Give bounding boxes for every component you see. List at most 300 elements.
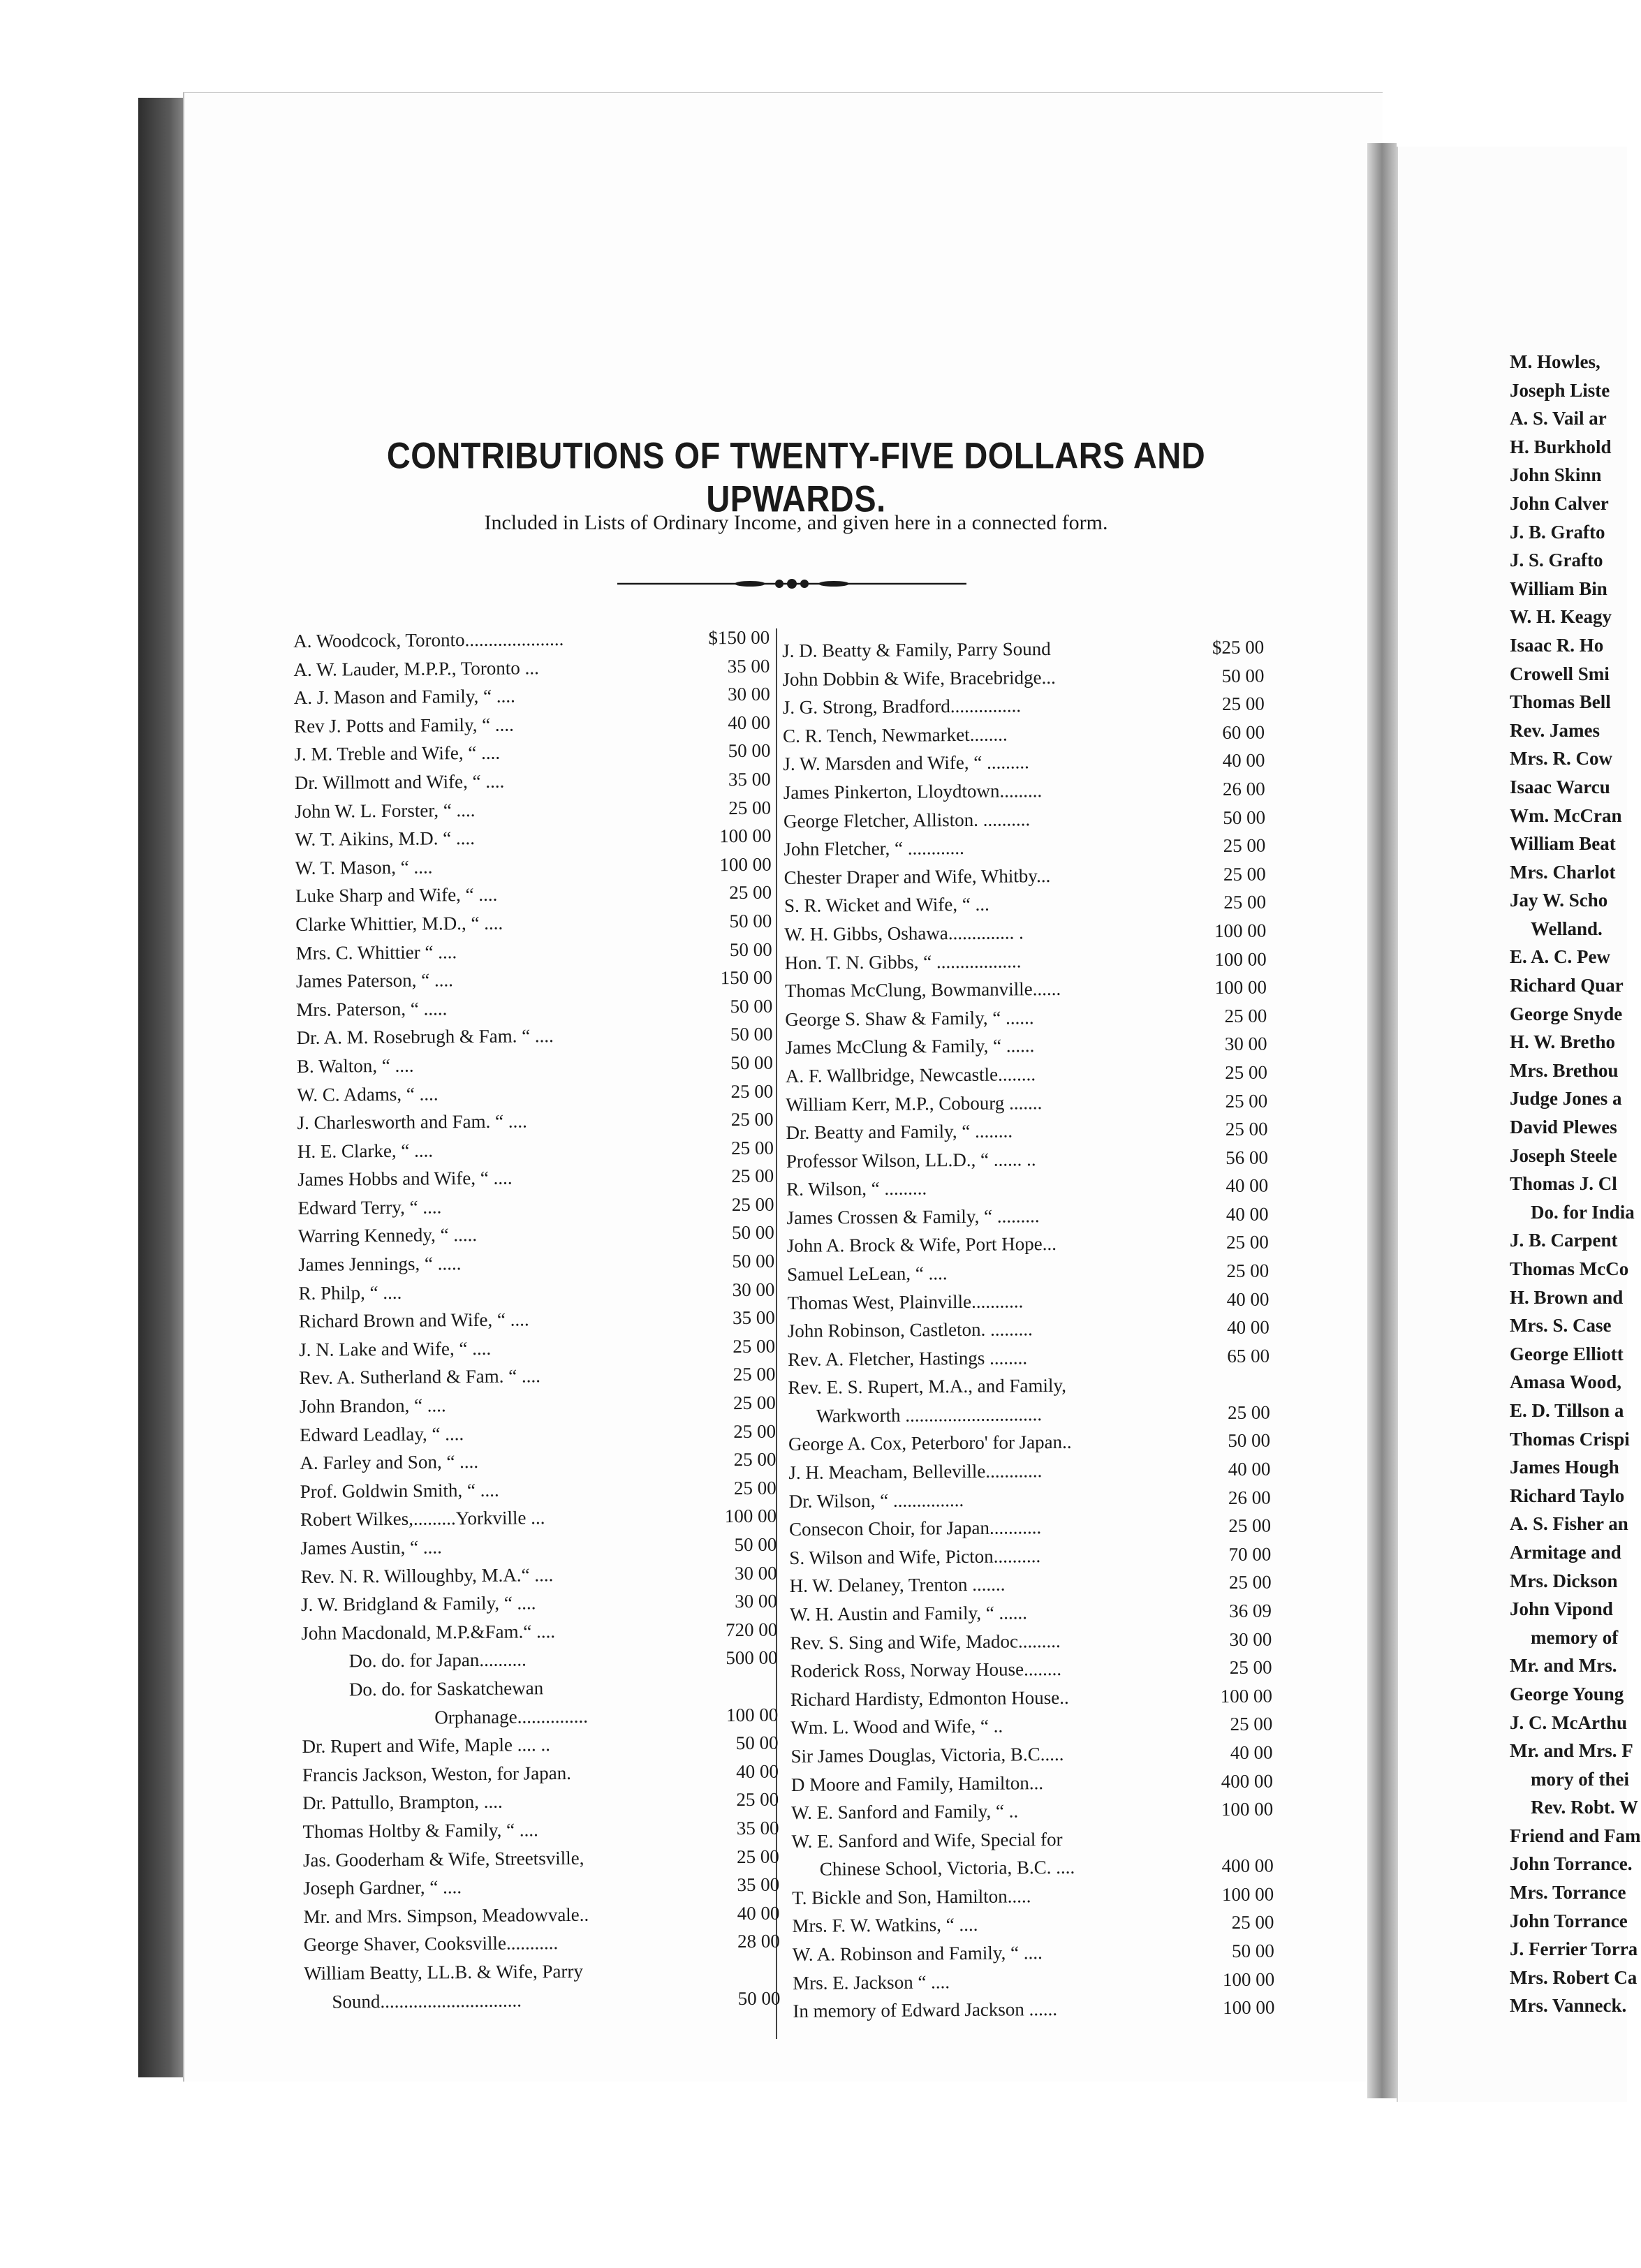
facing-page-entry: J. S. Grafto xyxy=(1510,550,1603,571)
contribution-entry xyxy=(790,1625,1272,1657)
contribution-amount: 25 00 xyxy=(731,1193,774,1215)
contribution-entry xyxy=(790,1681,1272,1714)
contribution-entry xyxy=(788,1427,1270,1459)
contributor-name: Dr. A. M. Rosebrugh & Fam. “ .... xyxy=(296,1025,554,1049)
contribution-entry xyxy=(299,1304,775,1336)
contribution-amount: 35 00 xyxy=(728,768,771,790)
facing-page-entry: W. H. Keagy xyxy=(1510,606,1612,628)
contribution-entry xyxy=(294,708,770,740)
facing-page-entry: A. S. Vail ar xyxy=(1510,408,1607,429)
contributor-name: W. A. Robinson and Family, “ .... xyxy=(792,1942,1043,1965)
contributor-name: T. Bickle and Son, Hamilton..... xyxy=(792,1885,1031,1908)
facing-page-entry: Mrs. Brethou xyxy=(1510,1059,1619,1081)
contribution-amount: 25 00 xyxy=(733,1420,777,1442)
contribution-entry xyxy=(297,1162,774,1194)
contributor-name: S. R. Wicket and Wife, “ ... xyxy=(783,894,989,917)
contribution-entry xyxy=(295,793,771,825)
contributor-name: Dr. Rupert and Wife, Maple .... .. xyxy=(302,1734,551,1758)
contribution-amount: 100 00 xyxy=(726,1704,779,1725)
contribution-entry xyxy=(791,1795,1273,1827)
contribution-entry xyxy=(785,1030,1267,1062)
contributor-name: Mrs. F. W. Watkins, “ .... xyxy=(792,1914,978,1937)
contribution-entry xyxy=(295,822,771,854)
contributor-name: A. Woodcock, Toronto..................... xyxy=(293,628,564,651)
contributor-name: Wm. L. Wood and Wife, “ .. xyxy=(790,1715,1003,1739)
contribution-amount: 56 00 xyxy=(1226,1147,1268,1168)
facing-page-entry: Mrs. S. Case xyxy=(1510,1315,1612,1336)
contributor-name: A. Farley and Son, “ .... xyxy=(300,1451,479,1474)
contribution-amount: $150 00 xyxy=(708,626,770,649)
facing-page-entry: James Hough xyxy=(1510,1457,1619,1478)
contribution-amount: 100 00 xyxy=(719,853,772,875)
contribution-entry xyxy=(788,1313,1270,1346)
contributor-name: John Fletcher, “ ............ xyxy=(783,837,964,860)
contribution-entry xyxy=(793,1936,1274,1968)
facing-page-entry: Mrs. Charlot xyxy=(1510,861,1616,883)
contribution-entry xyxy=(297,1133,774,1165)
facing-page-entry: A. S. Fisher an xyxy=(1510,1513,1628,1535)
contributor-name: J. Charlesworth and Fam. “ .... xyxy=(297,1110,527,1134)
facing-page-entry: John Vipond xyxy=(1510,1598,1613,1620)
contribution-entry xyxy=(789,1512,1271,1544)
contribution-entry xyxy=(301,1559,777,1591)
facing-page-list xyxy=(1510,348,1641,2020)
facing-page-entry: J. B. Carpent xyxy=(1510,1230,1618,1251)
contribution-amount: 25 00 xyxy=(1224,1005,1267,1026)
contributor-name: W. E. Sanford and Wife, Special for xyxy=(791,1828,1063,1852)
contribution-amount: 25 00 xyxy=(733,1364,776,1385)
contribution-entry xyxy=(295,878,772,911)
contribution-amount: 25 00 xyxy=(731,1165,774,1187)
facing-page-entry: Welland. xyxy=(1531,918,1603,939)
facing-page-entry: Wm. McCran xyxy=(1510,804,1622,826)
contribution-entry xyxy=(785,945,1267,977)
contributor-name: Sir James Douglas, Victoria, B.C..... xyxy=(790,1743,1064,1767)
facing-page-entry: mory of thei xyxy=(1531,1768,1629,1790)
contribution-entry xyxy=(302,1814,779,1846)
contribution-amount: 40 00 xyxy=(1226,1288,1270,1310)
contribution-entry xyxy=(296,1020,772,1052)
contribution-entry xyxy=(785,1001,1267,1033)
contribution-entry xyxy=(303,1871,779,1903)
contribution-entry xyxy=(293,624,770,656)
contribution-amount: 25 00 xyxy=(730,1108,774,1131)
contribution-entry xyxy=(300,1389,776,1421)
contribution-amount: 25 00 xyxy=(1221,693,1265,715)
contributor-name: John A. Brock & Wife, Port Hope... xyxy=(786,1233,1057,1257)
contributor-name: James Crossen & Family, “ ......... xyxy=(786,1205,1040,1228)
facing-page-entry: Mr. and Mrs. xyxy=(1510,1655,1617,1677)
contribution-entry xyxy=(297,1077,773,1109)
contributor-name: James Jennings, “ ..... xyxy=(298,1253,462,1276)
contributor-name: A. F. Wallbridge, Newcastle........ xyxy=(785,1063,1036,1087)
contributor-name: Chester Draper and Wife, Whitby... xyxy=(783,864,1051,888)
contribution-entry xyxy=(782,633,1264,665)
contribution-entry xyxy=(294,680,770,712)
facing-page-entry: J. B. Grafto xyxy=(1510,521,1605,543)
contributor-name: John Macdonald, M.P.&Fam.“ .... xyxy=(301,1620,556,1644)
contribution-amount: 35 00 xyxy=(736,1817,779,1839)
contribution-entry xyxy=(790,1739,1272,1771)
contribution-entry xyxy=(298,1218,774,1251)
contribution-entry xyxy=(792,1880,1274,1912)
facing-page-entry: H. Burkhold xyxy=(1510,436,1612,457)
contribution-amount: 40 00 xyxy=(1226,1174,1269,1197)
contribution-amount: 100 00 xyxy=(1221,1798,1274,1820)
contribution-entry xyxy=(304,1927,780,1959)
contributor-name: William Beatty, LL.B. & Wife, Parry xyxy=(304,1960,583,1984)
contribution-amount: 30 00 xyxy=(735,1590,778,1612)
contributor-name: B. Walton, “ .... xyxy=(296,1054,414,1077)
contribution-entry xyxy=(784,888,1266,920)
contribution-entry xyxy=(783,775,1265,807)
contributor-name: Rev. A. Fletcher, Hastings ........ xyxy=(788,1347,1028,1370)
contribution-entry xyxy=(296,964,772,996)
facing-page-entry: David Plewes xyxy=(1510,1117,1617,1138)
contributor-name: James Paterson, “ .... xyxy=(295,969,454,992)
contributor-name-continued: Chinese School, Victoria, B.C. .... xyxy=(819,1857,1075,1880)
contribution-entry xyxy=(302,1700,778,1732)
facing-page-entry: William Beat xyxy=(1510,833,1616,855)
contribution-entry xyxy=(792,1908,1274,1941)
contributor-name: Rev. N. R. Willoughby, M.A.“ .... xyxy=(300,1563,554,1587)
contribution-entry xyxy=(302,1757,779,1789)
contribution-amount: 100 00 xyxy=(724,1505,777,1527)
contribution-amount: 50 00 xyxy=(732,1250,775,1272)
contribution-entry xyxy=(786,1172,1268,1204)
contribution-entry xyxy=(293,651,770,684)
contribution-amount: 50 00 xyxy=(729,910,772,932)
contribution-amount: 500 00 xyxy=(726,1647,778,1669)
contributor-name: W. E. Sanford and Family, “ .. xyxy=(791,1800,1019,1824)
facing-page-entry: William Bin xyxy=(1510,577,1607,599)
contributor-name: Rev. E. S. Rupert, M.A., and Family, xyxy=(788,1375,1067,1399)
facing-page-entry: Richard Quar xyxy=(1510,975,1624,996)
contribution-entry xyxy=(790,1568,1272,1600)
contribution-amount: 50 00 xyxy=(731,1222,774,1244)
contribution-amount: 150 00 xyxy=(720,966,773,989)
contribution-entry xyxy=(786,1115,1267,1147)
contribution-amount: 30 00 xyxy=(1224,1033,1267,1055)
facing-page-entry: George Elliott xyxy=(1510,1343,1624,1364)
contribution-amount: 100 00 xyxy=(1222,1968,1275,1990)
facing-page-entry: George Snyde xyxy=(1510,1003,1623,1024)
contribution-entry xyxy=(300,1473,777,1505)
contribution-amount: 35 00 xyxy=(732,1306,775,1329)
facing-page-entry: Isaac Warcu xyxy=(1510,776,1610,797)
facing-page-entry: Mrs. Dickson xyxy=(1510,1570,1618,1591)
contribution-amount: $25 00 xyxy=(1212,636,1265,658)
facing-page-entry: E. D. Tillson a xyxy=(1510,1399,1624,1421)
contribution-entry xyxy=(298,1247,774,1279)
contribution-entry xyxy=(786,1087,1267,1119)
contribution-amount: 25 00 xyxy=(1223,863,1266,885)
facing-page-entry: E. A. C. Pew xyxy=(1510,946,1610,968)
contributor-name: Thomas Holtby & Family, “ .... xyxy=(302,1819,538,1842)
contributor-name: Rev J. Potts and Family, “ .... xyxy=(293,714,514,737)
contribution-amount: 50 00 xyxy=(730,995,773,1017)
contributor-name: John W. L. Forster, “ .... xyxy=(294,799,476,822)
contributor-name: J. M. Treble and Wife, “ .... xyxy=(294,742,501,765)
contribution-amount: 50 00 xyxy=(735,1732,779,1754)
facing-page-entry: Amasa Wood, xyxy=(1510,1371,1622,1393)
contributor-name: Edward Leadlay, “ .... xyxy=(299,1422,464,1445)
contributor-name: James Austin, “ .... xyxy=(300,1536,442,1559)
contribution-amount: 100 00 xyxy=(719,825,772,847)
contribution-amount: 50 00 xyxy=(730,1052,774,1074)
contributor-name: W. C. Adams, “ .... xyxy=(297,1082,439,1105)
contributor-name: Richard Hardisty, Edmonton House.. xyxy=(790,1686,1069,1710)
facing-page-entry: J. Ferrier Torra xyxy=(1510,1938,1638,1960)
contributor-name: W. T. Aikins, M.D. “ .... xyxy=(295,827,476,850)
contributor-name: Dr. Wilson, “ ............... xyxy=(788,1489,964,1512)
contribution-entry xyxy=(296,992,772,1024)
contributor-name: W. H. Gibbs, Oshawa.............. . xyxy=(784,922,1024,945)
contribution-amount: 28 00 xyxy=(737,1930,780,1952)
contribution-amount: 25 00 xyxy=(733,1335,776,1357)
contribution-amount: 25 00 xyxy=(736,1788,779,1811)
contribution-amount: 40 00 xyxy=(736,1760,779,1782)
contribution-amount: 50 00 xyxy=(728,740,771,762)
contribution-amount: 25 00 xyxy=(728,797,772,818)
contribution-entry xyxy=(791,1823,1274,1883)
contribution-entry xyxy=(784,860,1266,892)
facing-page-entry: Thomas Bell xyxy=(1510,691,1611,713)
contributor-name: Do. do. for Japan.......... xyxy=(348,1649,527,1672)
contribution-amount: 25 00 xyxy=(729,881,772,904)
contribution-amount: 100 00 xyxy=(1214,948,1267,970)
contribution-amount: 30 00 xyxy=(734,1562,777,1584)
contribution-entry xyxy=(300,1502,777,1534)
contribution-amount: 40 00 xyxy=(1228,1458,1271,1480)
contribution-amount: 50 00 xyxy=(1223,807,1266,828)
contribution-amount: 25 00 xyxy=(730,1080,774,1102)
contribution-entry xyxy=(791,1767,1273,1799)
contribution-amount: 50 00 xyxy=(730,1023,773,1045)
facing-page-entry: Thomas J. Cl xyxy=(1510,1173,1617,1195)
contributor-name: A. J. Mason and Family, “ .... xyxy=(293,685,515,709)
contribution-amount: 720 00 xyxy=(725,1619,778,1640)
facing-page-entry: Mrs. R. Cow xyxy=(1510,748,1612,770)
contributor-name: H. W. Delaney, Trenton ....... xyxy=(789,1573,1006,1597)
contribution-amount: 40 00 xyxy=(1222,749,1265,772)
ornament-divider xyxy=(617,575,966,592)
contributor-name: John Dobbin & Wife, Bracebridge... xyxy=(782,666,1056,690)
contribution-amount: 50 00 xyxy=(1228,1429,1271,1452)
contribution-entry xyxy=(300,1531,777,1563)
contributor-name-continued: Sound.............................. xyxy=(332,1989,522,2012)
contributor-name: J. D. Beatty & Family, Parry Sound xyxy=(782,638,1051,661)
contribution-amount: 50 00 xyxy=(734,1533,777,1556)
contributor-name: George Shaver, Cooksville........... xyxy=(303,1932,559,1956)
contribution-entry xyxy=(790,1654,1272,1686)
contribution-entry xyxy=(300,1417,776,1449)
contributor-name: J. H. Meacham, Belleville............ xyxy=(788,1460,1043,1483)
contributor-name: James McClung & Family, “ ...... xyxy=(785,1035,1035,1059)
contributor-name: Dr. Willmott and Wife, “ .... xyxy=(294,770,505,793)
contribution-entry xyxy=(787,1285,1269,1317)
contribution-entry xyxy=(793,1994,1274,2026)
contribution-entry xyxy=(300,1445,776,1478)
contribution-entry xyxy=(294,737,770,769)
contribution-entry xyxy=(783,690,1265,722)
contribution-entry xyxy=(301,1587,777,1619)
right-contributions-column xyxy=(782,633,1275,2026)
contributor-name: D Moore and Family, Hamilton... xyxy=(790,1772,1044,1795)
facing-page-entry: Richard Taylo xyxy=(1510,1485,1625,1506)
contribution-entry xyxy=(783,718,1265,750)
facing-page-entry: H. W. Bretho xyxy=(1510,1031,1616,1053)
contribution-amount: 100 00 xyxy=(1223,1996,1275,2019)
contribution-amount: 30 00 xyxy=(732,1279,775,1300)
contribution-entry xyxy=(295,907,772,939)
page-gutter xyxy=(1367,143,1397,2098)
contribution-amount: 25 00 xyxy=(1223,891,1267,913)
contributor-name: W. T. Mason, “ .... xyxy=(295,856,433,878)
contributor-name: Rev. A. Sutherland & Fam. “ .... xyxy=(299,1365,541,1389)
contributor-name: Clarke Whittier, M.D., “ .... xyxy=(295,912,503,935)
contribution-amount: 400 00 xyxy=(1221,1770,1274,1792)
contributor-name: In memory of Edward Jackson ...... xyxy=(793,1998,1058,2022)
contributor-name: Mr. and Mrs. Simpson, Meadowvale.. xyxy=(303,1904,589,1927)
contributor-name: James Hobbs and Wife, “ .... xyxy=(297,1167,513,1191)
contributor-name: Dr. Beatty and Family, “ ........ xyxy=(786,1120,1013,1144)
facing-page-entry: Rev. James xyxy=(1510,719,1600,741)
contribution-amount: 25 00 xyxy=(1228,1515,1272,1537)
contribution-entry xyxy=(788,1370,1270,1430)
contribution-amount: 25 00 xyxy=(1229,1656,1272,1679)
contribution-amount: 65 00 xyxy=(1227,1345,1270,1367)
contributor-name: A. W. Lauder, M.P.P., Toronto ... xyxy=(293,656,539,680)
contributor-name: Do. do. for Saskatchewan xyxy=(348,1677,544,1700)
contribution-entry xyxy=(786,1143,1268,1175)
facing-page-entry: Joseph Steele xyxy=(1510,1144,1617,1166)
facing-page-entry: Crowell Smi xyxy=(1510,663,1610,684)
contributor-name: Consecon Choir, for Japan........... xyxy=(788,1517,1042,1540)
contribution-amount: 100 00 xyxy=(1214,920,1267,942)
contribution-entry xyxy=(298,1275,774,1307)
contribution-entry xyxy=(783,746,1265,779)
contributor-name: H. E. Clarke, “ .... xyxy=(297,1140,434,1162)
contributor-name: Warring Kennedy, “ ..... xyxy=(297,1224,478,1247)
contribution-entry xyxy=(295,765,771,797)
contribution-entry xyxy=(793,1965,1274,1997)
contribution-entry xyxy=(783,832,1265,864)
facing-page-entry: Joseph Liste xyxy=(1510,379,1610,401)
facing-page-entry: Thomas Crispi xyxy=(1510,1428,1630,1450)
contributor-name: Roderick Ross, Norway House........ xyxy=(790,1658,1062,1682)
facing-page-entry: Mrs. Robert Ca xyxy=(1510,1966,1638,1988)
contributor-name: Jas. Gooderham & Wife, Streetsville, xyxy=(302,1847,584,1871)
facing-page-entry: Mrs. Torrance xyxy=(1510,1882,1626,1904)
contribution-entry xyxy=(790,1597,1272,1629)
contributor-name: J. N. Lake and Wife, “ .... xyxy=(299,1337,492,1360)
contributor-name: J. G. Strong, Bradford............... xyxy=(782,695,1022,719)
contributor-name: Francis Jackson, Weston, for Japan. xyxy=(302,1762,572,1785)
contributor-name: John Robinson, Castleton. ......... xyxy=(787,1318,1033,1342)
left-contributions-column xyxy=(293,624,781,2016)
contribution-amount: 25 00 xyxy=(1226,1232,1269,1253)
contribution-entry xyxy=(297,1190,774,1222)
contribution-entry xyxy=(299,1360,775,1392)
contribution-amount: 25 00 xyxy=(1226,1260,1270,1282)
contribution-entry xyxy=(788,1341,1270,1374)
contribution-entry xyxy=(786,1058,1267,1090)
contribution-amount: 26 00 xyxy=(1222,778,1265,800)
contribution-entry xyxy=(789,1540,1271,1572)
contribution-entry xyxy=(301,1615,777,1647)
contribution-entry xyxy=(787,1228,1269,1260)
contributor-name: Mrs. C. Whittier “ .... xyxy=(295,941,457,964)
contributor-name: R. Wilson, “ ......... xyxy=(786,1177,927,1200)
contributor-name-continued: Warkworth ............................. xyxy=(816,1404,1043,1427)
contribution-amount: 25 00 xyxy=(1231,1911,1274,1934)
contribution-amount: 25 00 xyxy=(736,1846,779,1867)
contributor-name: Joseph Gardner, “ .... xyxy=(303,1876,462,1899)
facing-page-entry: Isaac R. Ho xyxy=(1510,634,1604,656)
contribution-amount: 25 00 xyxy=(1225,1061,1268,1083)
contributor-name: S. Wilson and Wife, Picton.......... xyxy=(789,1545,1041,1568)
contribution-amount: 60 00 xyxy=(1222,721,1265,743)
contribution-amount: 100 00 xyxy=(1220,1685,1273,1707)
facing-page-entry: M. Howles, xyxy=(1510,351,1600,372)
contributor-name: George Fletcher, Alliston. .......... xyxy=(783,808,1031,832)
contributor-name: Samuel LeLean, “ .... xyxy=(787,1262,948,1286)
facing-page-entry: Armitage and xyxy=(1510,1541,1621,1563)
contributor-name: Orphanage............... xyxy=(434,1705,589,1728)
contribution-amount: 25 00 xyxy=(1227,1401,1270,1424)
contribution-amount: 35 00 xyxy=(737,1873,780,1896)
contributor-name: Dr. Pattullo, Brampton, .... xyxy=(302,1791,503,1814)
facing-page-entry: memory of xyxy=(1531,1626,1619,1648)
facing-page-entry: John Torrance xyxy=(1510,1910,1628,1931)
contributor-name: J. W. Bridgland & Family, “ .... xyxy=(300,1592,536,1616)
contribution-amount: 25 00 xyxy=(1230,1713,1273,1735)
contribution-entry xyxy=(782,661,1264,693)
contribution-amount: 100 00 xyxy=(1221,1883,1274,1905)
contribution-amount: 35 00 xyxy=(727,655,770,677)
contribution-entry xyxy=(295,850,772,882)
contributor-name: C. R. Tench, Newmarket........ xyxy=(782,723,1008,746)
facing-page-entry: Mr. and Mrs. F xyxy=(1510,1740,1633,1762)
contribution-entry xyxy=(303,1899,779,1931)
page-title: CONTRIBUTIONS OF TWENTY-FIVE DOLLARS AND UPWARDS. xyxy=(386,434,1206,520)
contribution-entry xyxy=(784,917,1266,949)
contributor-name: Prof. Goldwin Smith, “ .... xyxy=(300,1479,499,1502)
contribution-entry xyxy=(297,1105,773,1137)
contributor-name: Edward Terry, “ .... xyxy=(297,1196,442,1218)
contribution-amount: 30 00 xyxy=(727,683,770,705)
facing-page-entry: Do. for India xyxy=(1531,1201,1635,1223)
page-subtitle: Included in Lists of Ordinary Income, and given here in a connected form. xyxy=(484,511,1108,534)
contribution-amount: 40 00 xyxy=(1226,1316,1270,1339)
contributor-name: Luke Sharp and Wife, “ .... xyxy=(295,884,498,907)
facing-page-entry: Jay W. Scho xyxy=(1510,890,1608,911)
contribution-amount: 50 00 xyxy=(1231,1940,1274,1961)
facing-page-entry: John Torrance. xyxy=(1510,1853,1633,1875)
facing-page-entry: John Skinn xyxy=(1510,464,1602,486)
facing-page-entry: H. Brown and xyxy=(1510,1286,1624,1308)
facing-page-entry: J. C. McArthu xyxy=(1510,1711,1627,1733)
contribution-entry xyxy=(302,1672,778,1704)
facing-page-entry: John Calver xyxy=(1510,492,1609,514)
contribution-entry xyxy=(301,1644,777,1676)
facing-page-entry: Mrs. Vanneck. xyxy=(1510,1995,1627,2017)
facing-page-entry: Rev. Robt. W xyxy=(1531,1797,1639,1818)
contribution-entry xyxy=(786,1200,1268,1232)
facing-page-entry: Thomas McCo xyxy=(1510,1258,1629,1279)
contribution-amount: 36 09 xyxy=(1229,1600,1272,1622)
